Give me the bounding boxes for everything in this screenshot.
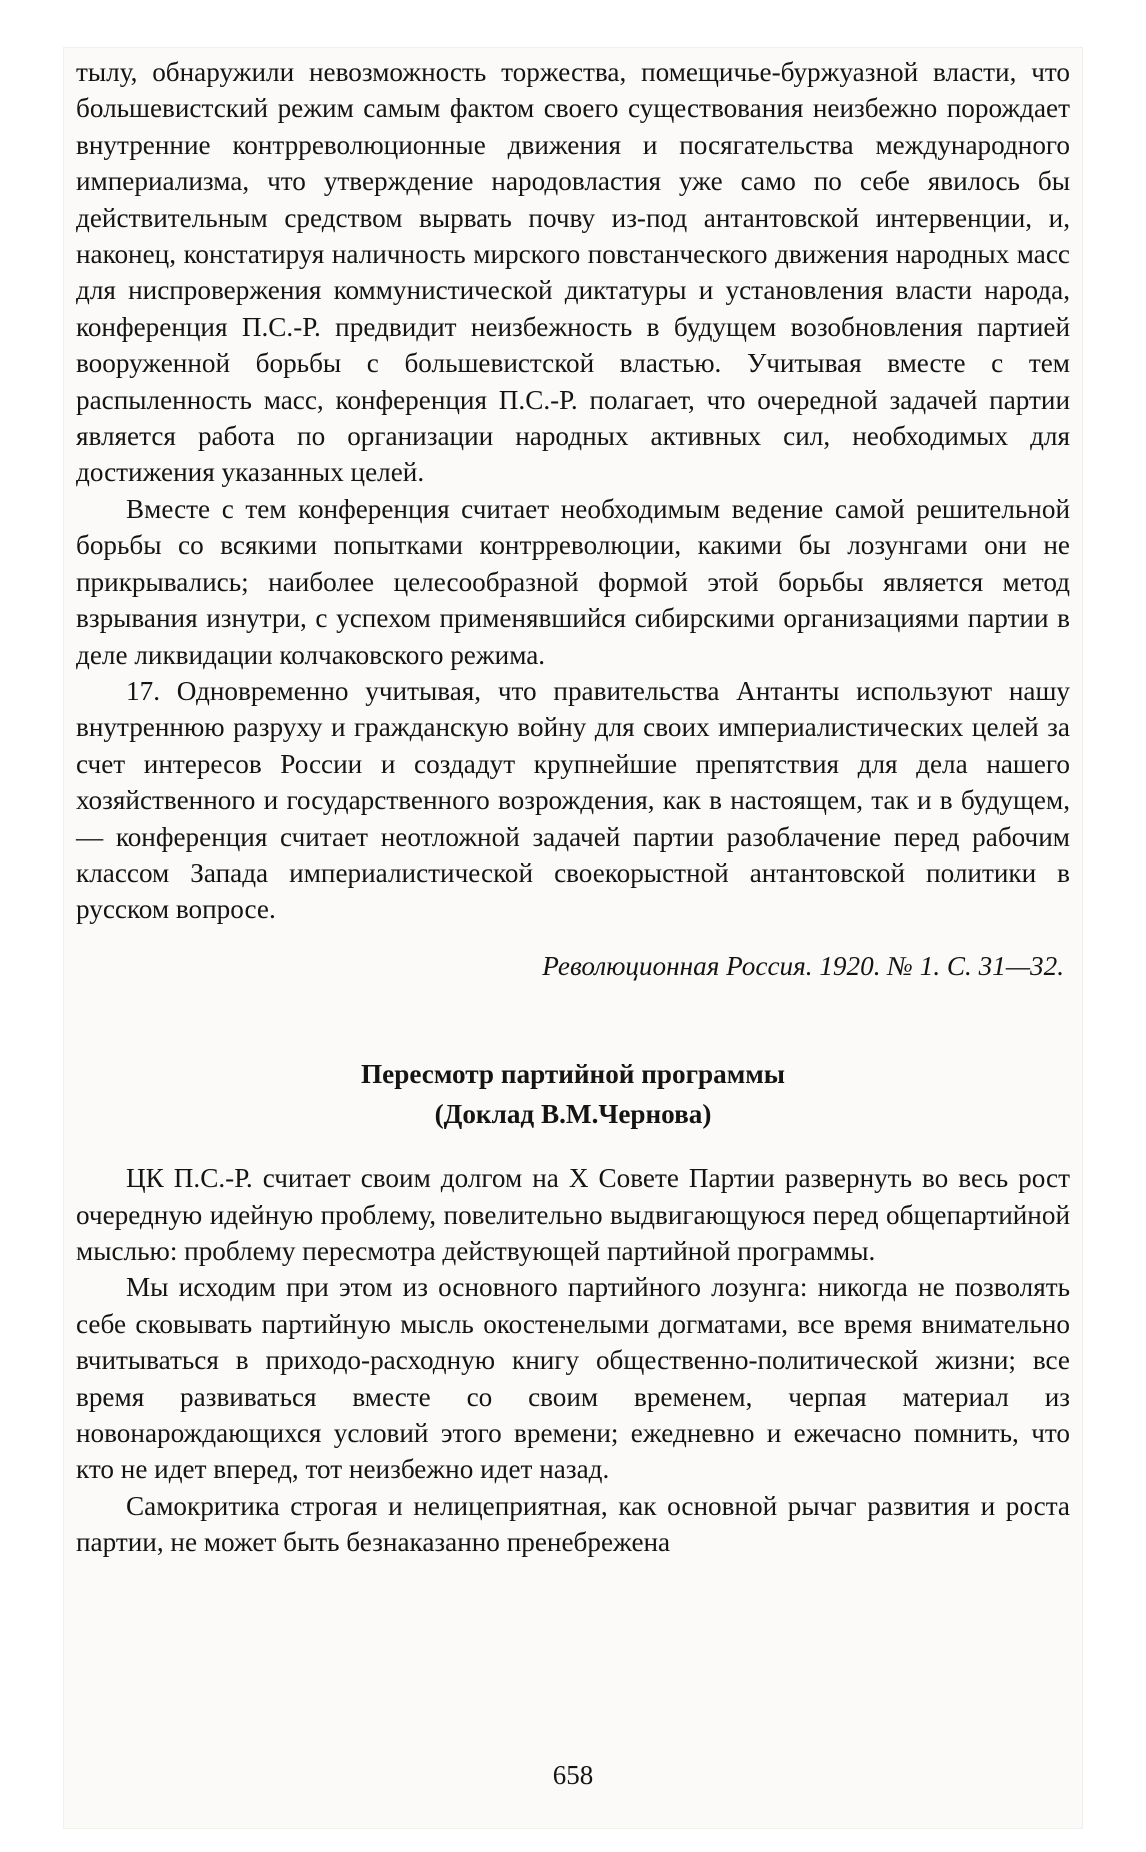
heading-title: Пересмотр партийной программы [361, 1059, 785, 1090]
paragraph-continuation: тылу, обнаружили невозможность торжества, помещичье-буржуазной власти, что большевистский режим самым фактом своего существования неизбежно порождает внутренние контрреволюционные движения и посягательства международного империализма, что утверждение народовластия уже само по себе явилось бы действительным средством вырвать почву из-под антантовской интервенции, и, наконец, констатируя наличность мирского повстанческого движения народных масс для ниспровержения коммунистической диктатуры и установления власти народа, конференция П.С.-Р. предвидит неизбежность в будущем возобновления партией вооруженной борьбы с большевистской властью. Учитывая вместе с тем распыленность масс, конференция П.С.-Р. полагает, что очередной задачей партии является работа по организации народных активных сил, необходимых для достижения указанных целей. [76, 57, 1070, 488]
paragraph-ck: ЦК П.С.-Р. считает своим долгом на X Совете Партии развернуть во весь рост очередную идейную проблему, повелительно выдвигающуюся перед общепартийной мыслью: проблему пересмотра действующей партийной программы. [76, 1163, 1070, 1266]
heading-subtitle: (Доклад В.М.Чернова) [434, 1099, 712, 1130]
section-heading [76, 1054, 1070, 1134]
paragraph-struggle: Вместе с тем конференция считает необходимым ведение самой решительной борьбы со всякими попытками контрреволюции, какими бы лозунгами они не прикрывались; наиболее целесообразной формой этой борьбы является метод взрывания изнутри, с успехом применявшийся сибирскими организациями партии в деле ликвидации колчаковского режима. [76, 493, 1070, 670]
paragraph-slogan: Мы исходим при этом из основного партийного лозунга: никогда не позволять себе сковывать партийную мысль окостенелыми догматами, все время внимательно вчитываться в приходо-расходную книгу общественно-политической жизни; все время развиваться вместе со своим временем, черпая материал из новонарождающихся условий этого времени; ежедневно и ежечасно помнить, что кто не идет вперед, тот неизбежно идет назад. [76, 1272, 1070, 1485]
page-text [76, 54, 1070, 1561]
paragraph-17: 17. Одновременно учитывая, что правительства Антанты используют нашу внутреннюю разруху и гражданскую войну для своих империалистических целей за счет интересов России и создадут крупнейшие препятствия для дела нашего хозяйственного и государственного возрождения, как в настоящем, так и в будущем, — конференция считает неотложной задачей партии разоблачение перед рабочим классом Запада империалистической своекорыстной антантовской политики в русском вопросе. [76, 675, 1070, 925]
source-citation: Революционная Россия. 1920. № 1. С. 31—32. [542, 950, 1064, 981]
paragraph-selfcriticism: Самокритика строгая и нелицеприятная, как основной рычаг развития и роста партии, не может быть безнаказанно пренебрежена [76, 1490, 1070, 1558]
book-page [64, 48, 1082, 1828]
page-number: 658 [552, 1760, 594, 1790]
